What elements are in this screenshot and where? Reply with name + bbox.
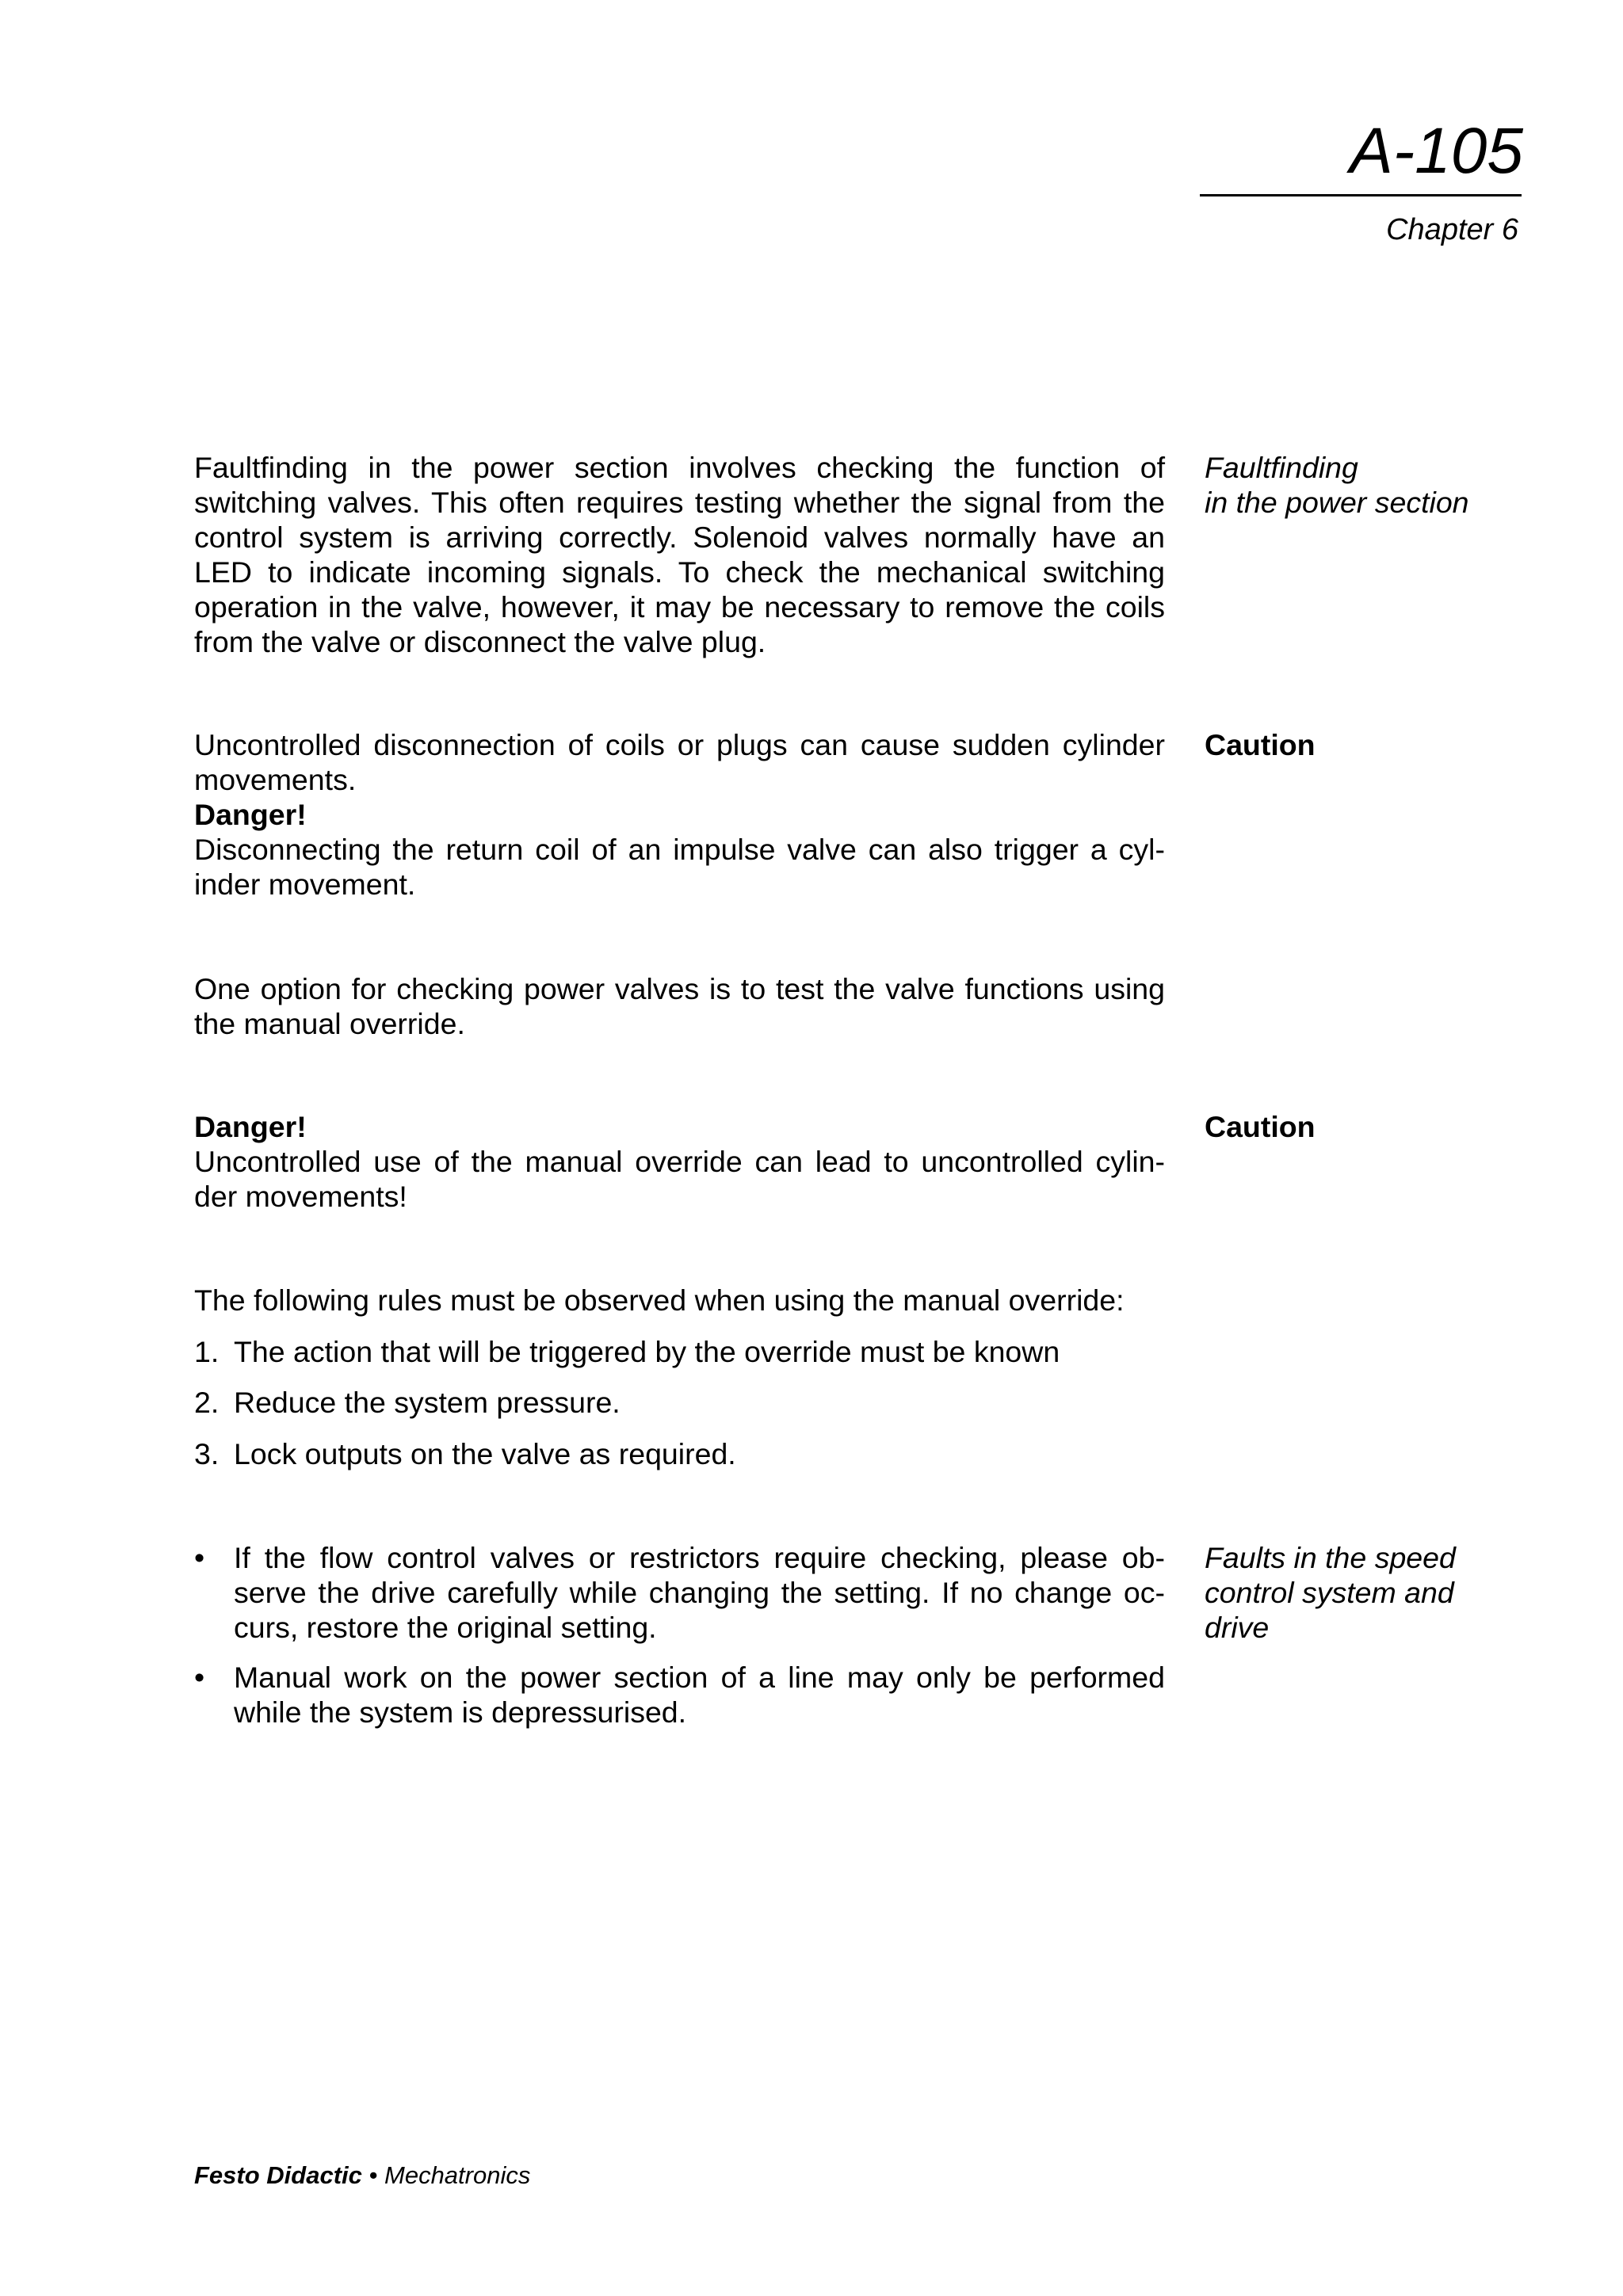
footer-brand: Festo Didactic [194,2161,362,2189]
page-number: A-105 [1350,115,1523,187]
list-item-text: Lock outputs on the valve as required. [234,1437,736,1470]
margin-line: Faults in the speed [1205,1541,1456,1574]
margin-note-speed [1205,1540,1537,1645]
text-line: Uncontrolled disconnection of coils or plugs can cause sudden cylinder [194,728,1165,761]
text-line: If the flow control valves or restrictors require checking, please ob- [234,1541,1165,1574]
bullet-marker: • [194,1661,205,1694]
header-rule [1200,194,1522,196]
list-item [194,1385,1165,1420]
bullet-item [194,1660,1165,1730]
margin-line: drive [1205,1611,1270,1644]
list-number: 1. [194,1335,220,1368]
text-line: inder movement. [194,868,416,901]
margin-line: Faultfinding [1205,451,1358,484]
text-line: LED to indicate incoming signals. To check the mechanical switching [194,555,1165,589]
margin-caution-2: Caution [1205,1110,1316,1143]
list-item-text: Reduce the system pressure. [234,1386,621,1419]
text-line: serve the drive carefully while changing the setting. If no change oc- [234,1576,1165,1609]
text-line: curs, restore the original setting. [234,1611,657,1644]
text-line: the manual override. [194,1007,465,1040]
list-item-text: The action that will be triggered by the override must be known [234,1335,1060,1368]
text-line: Uncontrolled use of the manual override can lead to uncontrolled cylin- [194,1145,1165,1178]
text-line: operation in the valve, however, it may be necessary to remove the coils [194,590,1165,624]
footer-product: Mechatronics [384,2161,531,2189]
bullet-item [194,1540,1165,1645]
page-footer [194,2161,530,2190]
text-line: movements. [194,763,357,796]
chapter-label: Chapter 6 [1386,213,1518,246]
list-number: 2. [194,1386,220,1419]
footer-separator: • [369,2161,378,2189]
power-section-paragraph [194,450,1165,659]
text-line: from the valve or disconnect the valve plug. [194,625,766,658]
list-item [194,1334,1165,1369]
text-line: der movements! [194,1180,407,1213]
text-line: Manual work on the power section of a line may only be performed [234,1661,1165,1694]
text-line: switching valves. This often requires testing whether the signal from the [194,486,1165,519]
text-line: control system is arriving correctly. Solenoid valves normally have an [194,521,1165,554]
bullet-marker: • [194,1541,205,1574]
danger-heading: Danger! [194,1110,307,1143]
danger-heading: Danger! [194,798,307,831]
rules-intro: The following rules must be observed when using the manual override: [194,1283,1125,1317]
override-paragraph [194,971,1165,1041]
text-line: One option for checking power valves is to test the valve functions using [194,972,1165,1005]
list-number: 3. [194,1437,220,1470]
bullet-text [194,1540,1165,1645]
text-line: Faultfinding in the power section involves checking the function of [194,451,1165,484]
margin-note-faultfinding [1205,450,1537,520]
margin-caution-1: Caution [1205,728,1316,761]
margin-line: in the power section [1205,486,1469,519]
bullet-text [194,1660,1165,1730]
list-item [194,1436,1165,1471]
text-line: while the system is depressurised. [234,1695,687,1729]
caution-override-paragraph [194,1109,1165,1214]
margin-line: control system and [1205,1576,1454,1609]
caution-disconnection-paragraph [194,727,1165,902]
text-line: Disconnecting the return coil of an impulse valve can also trigger a cyl- [194,833,1165,866]
